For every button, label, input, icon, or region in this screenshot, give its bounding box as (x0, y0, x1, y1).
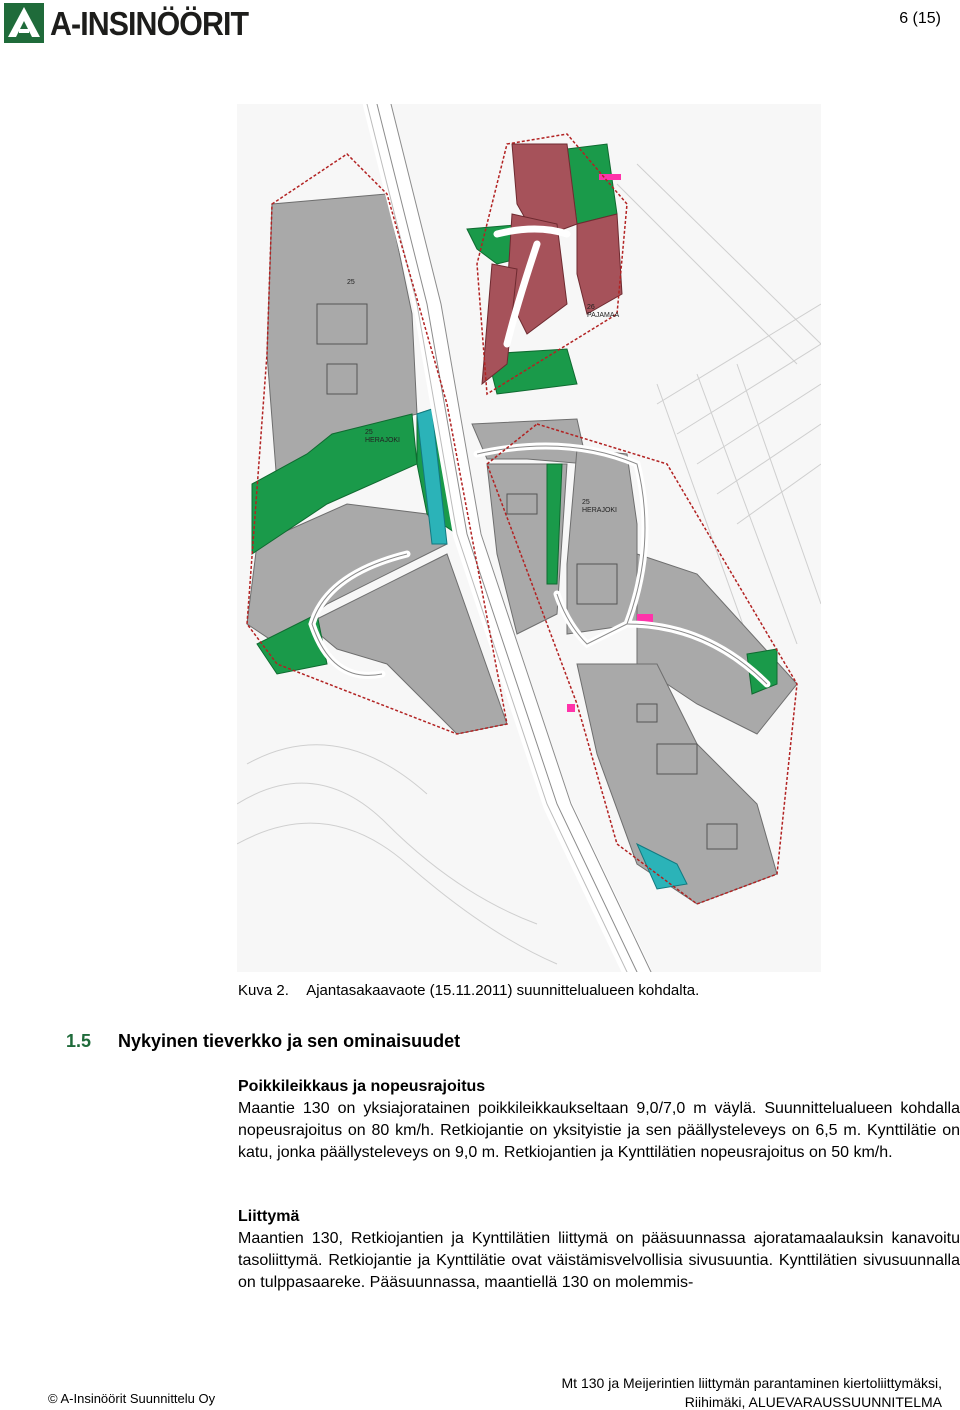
paragraph-block (238, 1076, 960, 1164)
footer-copyright: © A-Insinöörit Suunnittelu Oy (48, 1391, 216, 1406)
map-label-z2: 25 HERAJOKI (365, 429, 401, 444)
paragraph-text: Maantie 130 on yksiajoratainen poikkileikkaukseltaan 9,0/7,0 m väylä. Suunnittelualueen kohdalla nopeusrajoitus on 80 km/h. Retkiojantie on yksityistie ja sen päällysteleveys on 6,5 m. Kynttilätie on katu, jonka päällysteleveys on 9,0 m. Retkiojantien ja Kynttilätien nopeusrajoitus on 50 km/h. (238, 1100, 960, 1161)
paragraph-block (238, 1206, 960, 1294)
section-title: Nykyinen tieverkko ja sen ominaisuudet (118, 1031, 461, 1051)
zone-magenta-1 (599, 174, 621, 180)
logo-text: A-INSINÖÖRIT (50, 4, 249, 42)
footer-title-line2: Riihimäki, ALUEVARAUSSUUNNITELMA (684, 1394, 942, 1410)
map-label-z4: 26 PAJAMAA (587, 304, 620, 319)
company-logo (4, 2, 265, 44)
paragraph-heading: Liittymä (238, 1208, 300, 1225)
page-number: 6 (15) (899, 10, 941, 27)
footer-title-line1: Mt 130 ja Meijerintien liittymän parantaminen kiertoliittymäksi, (561, 1375, 942, 1391)
zone-red-3 (577, 214, 622, 314)
logo-mark-icon (4, 3, 44, 43)
map-label-z1: 25 (347, 279, 355, 286)
figure-caption (238, 982, 699, 999)
zone-grey-center-north (472, 419, 587, 464)
figure-caption-text: Ajantasakaavaote (15.11.2011) suunnittelualueen kohdalta. (306, 982, 700, 999)
figure-caption-label: Kuva 2. (238, 982, 289, 999)
map-label-z3: 25 HERAJOKI (582, 499, 618, 514)
zone-magenta-3 (567, 704, 575, 712)
section-number: 1.5 (66, 1031, 92, 1051)
section-heading (66, 1031, 460, 1052)
paragraph-heading: Poikkileikkaus ja nopeusrajoitus (238, 1078, 486, 1095)
zone-grey-campus (567, 449, 637, 634)
footer-document-title (562, 1374, 942, 1410)
zoning-map-figure (237, 104, 821, 972)
paragraph-text: Maantien 130, Retkiojantien ja Kynttilätien liittymä on pääsuunnassa ajoratamaalauksin kanavoitu tasoliittymä. Retkiojantie ja Kynttilätie ovat väistämisvelvollisia sivusuuntia. Kynttilätien sivusuunnalla on tulppasaareke. Pääsuunnassa, maantiellä 130 on molemmis- (238, 1230, 960, 1291)
